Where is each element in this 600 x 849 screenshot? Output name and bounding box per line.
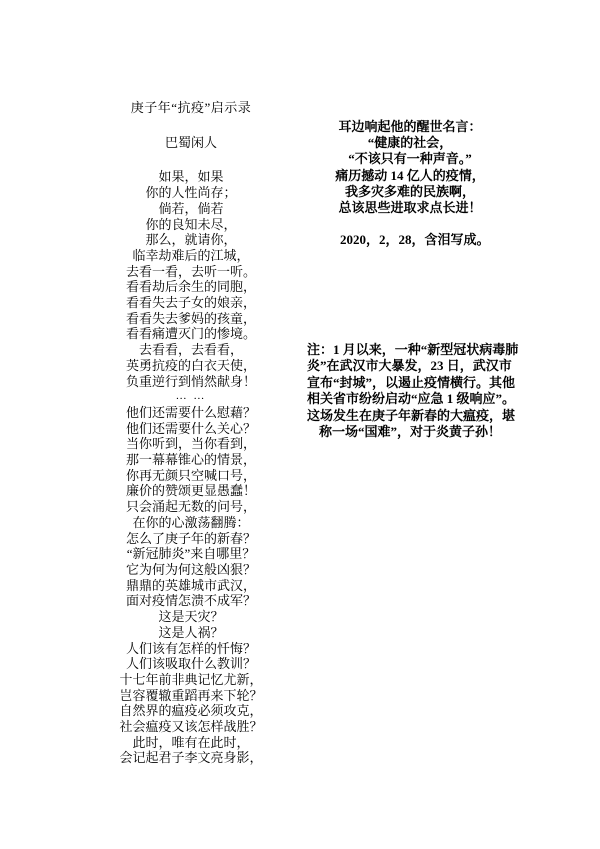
poem-line: 会记起君子李文亮身影，	[119, 750, 263, 766]
poem-line: 你再无颜只空喊口号，	[125, 467, 256, 483]
poem-line: 耳边响起他的醒世名言：	[338, 119, 482, 134]
poem-line: 廉价的赞颂更显愚蠢！	[125, 483, 256, 499]
poem-line: “新冠肺炎”来自哪里？	[126, 546, 256, 562]
poem-title: 庚子年“抗疫”启示录	[130, 100, 252, 115]
poem-line: 他们还需要什么慰藉？	[125, 404, 256, 420]
poem-line: 鼎鼎的英雄城市武汉，	[125, 577, 256, 593]
poem-line: “不该只有一种声音。”	[348, 151, 472, 167]
poem-line: 看看失去子女的娘亲，	[125, 295, 256, 311]
poem-line: 你的良知未尽，	[145, 216, 237, 232]
poem-line: 面对疫情怎溃不成军？	[125, 593, 256, 609]
poem-line: 我多灾多难的民族啊，	[344, 183, 475, 199]
poem-line: 你的人性尚存；	[145, 185, 237, 201]
left-poem-column	[85, 100, 297, 766]
poem-line: 这场发生在庚子年新春的大瘟疫，堪	[307, 407, 516, 423]
poem-line: 只会涌起无数的问号，	[125, 499, 256, 515]
poem-line: 注：1 月以来，一种“新型冠状病毒肺	[307, 342, 519, 357]
poem-line: 负重逆行到悄然献身！	[125, 373, 256, 389]
poem-line: 在你的心激荡翻腾：	[132, 514, 250, 530]
poem-stanza-2	[85, 405, 297, 766]
poem-line: 英勇抗疫的白衣天使，	[125, 357, 256, 373]
poem-line: 炎”在武汉市大暴发，23 日，武汉市	[307, 358, 512, 374]
poem-line: 他们还需要什么关心？	[125, 420, 256, 436]
poem-line: 倘若，倘若	[158, 200, 224, 216]
poem-line: 那么，就请你，	[145, 232, 237, 248]
poem-line: 这是人祸？	[158, 624, 224, 640]
poem-author: 巴蜀闲人	[164, 134, 217, 150]
poem-line: 称一场“国难”，对于炎黄子孙！	[319, 424, 502, 440]
poem-line: 临幸劫难后的江城，	[132, 247, 250, 263]
poem-line: 这是天灾？	[158, 609, 224, 625]
footnote	[307, 342, 537, 440]
poem-line: 十七年前非典记忆尤新，	[119, 671, 263, 687]
poem-line: 人们该有怎样的忏悔？	[125, 640, 256, 656]
date-line: 2020，2，28，含泪写成。	[340, 232, 490, 247]
poem-line: 岂容覆辙重蹈再来下轮？	[119, 687, 263, 703]
poem-line: 去看一看，去听一听。	[125, 263, 256, 279]
poem-line: 去看看，去看看，	[138, 342, 243, 358]
poem-line: 宣布“封城”，以遏止疫情横行。其他	[307, 374, 516, 390]
poem-line: 总该思些进取求点长进！	[338, 200, 482, 216]
poem-line: 社会瘟疫又该怎样战胜？	[119, 719, 263, 735]
poem-line: 那一幕幕锥心的情景，	[125, 452, 256, 468]
poem-line: 看看失去爹妈的孩童，	[125, 310, 256, 326]
poem-line: “健康的社会，	[367, 135, 453, 151]
poem-line: 相关省市纷纷启动“应急 1 级响应”。	[307, 391, 516, 407]
poem-line: 如果，如果	[158, 169, 224, 185]
poem-stanza-1	[85, 169, 297, 389]
poem-line: 人们该吸取什么教训？	[125, 656, 256, 672]
poem-line: 它为何为何这般凶狠？	[125, 561, 256, 577]
poem-line: 痛历撼动 14 亿人的疫情，	[335, 167, 485, 183]
poem-line: 怎么了庚子年的新春？	[125, 530, 256, 546]
poem-line: 此时，唯有在此时，	[132, 734, 250, 750]
right-quote-poem	[300, 119, 520, 216]
stanza-separator: … …	[175, 390, 207, 403]
poem-line: 当你听到，当你看到，	[125, 436, 256, 452]
poem-line: 看看劫后余生的同胞，	[125, 279, 256, 295]
poem-line: 自然界的瘟疫必须攻克，	[119, 703, 263, 719]
poem-line: 看看痛遭灭门的惨境。	[125, 326, 256, 342]
